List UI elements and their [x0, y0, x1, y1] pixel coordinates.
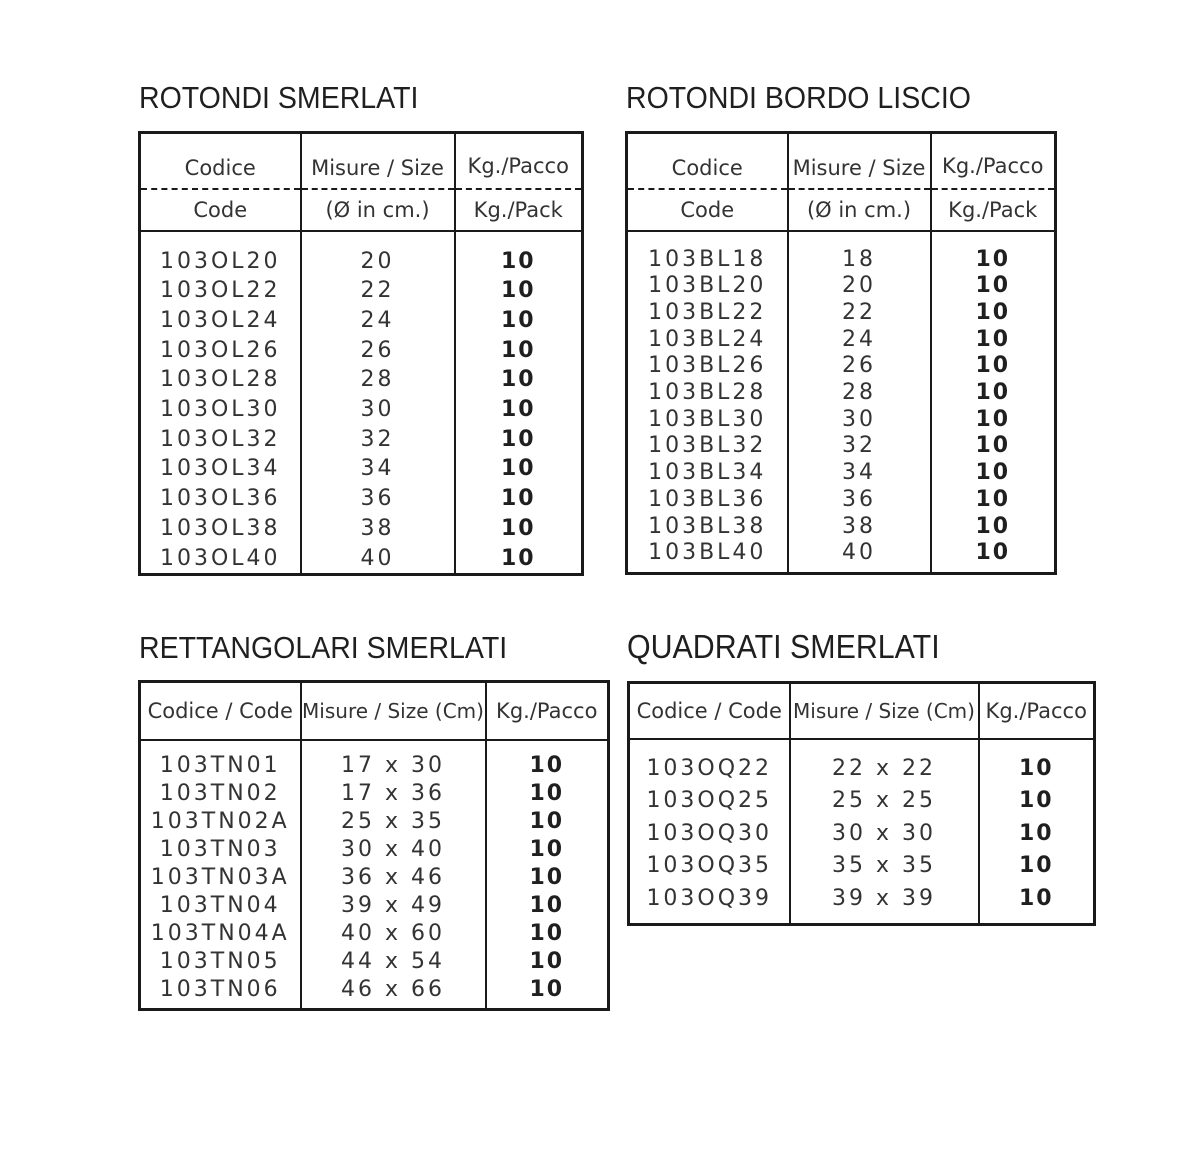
- qty-list: [932, 247, 1055, 567]
- table-row-qty: 10: [529, 920, 565, 946]
- table-row-code: 103OL26: [159, 337, 281, 363]
- table-row-code: 103OL30: [159, 397, 281, 423]
- table-row-qty: 10: [529, 976, 565, 1002]
- table-row-code: 103OQ25: [646, 788, 773, 814]
- table-row-size: 32: [360, 426, 395, 452]
- table-row-size: 32: [842, 433, 876, 459]
- section-rotondi-smerlati: [139, 80, 443, 116]
- table-row-code: 103BL36: [648, 486, 767, 512]
- table-row-size: 20: [842, 273, 876, 299]
- header-code: Codice / Code: [140, 682, 301, 740]
- table-row-code: 103BL38: [648, 513, 767, 539]
- table-row-code: 103BL40: [648, 540, 767, 566]
- table-row-code: 103OQ35: [646, 853, 773, 879]
- table-row-size: 22: [842, 299, 876, 325]
- table-row-code: 103OQ30: [646, 820, 773, 846]
- size-column: [788, 231, 931, 574]
- table-row-code: 103TN05: [159, 948, 281, 974]
- table-row-qty: 10: [1018, 820, 1054, 846]
- header-qty: Kg./Pacco: [486, 682, 609, 740]
- table-row-size: 44 x 54: [341, 948, 445, 974]
- header-size-it: Misure / Size: [301, 133, 455, 189]
- section-title: ROTONDI BORDO LISCIO: [626, 80, 971, 115]
- section-title: RETTANGOLARI SMERLATI: [139, 630, 508, 665]
- header-code-en: Code: [140, 189, 301, 231]
- section-title: ROTONDI SMERLATI: [139, 80, 419, 115]
- table-row-qty: 10: [500, 367, 536, 393]
- table-row-code: 103BL20: [648, 273, 767, 299]
- table-row-qty: 10: [975, 326, 1011, 352]
- table-row-code: 103OL36: [159, 486, 281, 512]
- header-code-en: Code: [627, 189, 788, 231]
- table-row-code: 103OL28: [159, 367, 281, 393]
- table-row-size: 34: [360, 456, 395, 482]
- header-size-en: (Ø in cm.): [788, 189, 931, 231]
- table-row-qty: 10: [500, 545, 536, 571]
- table-row-size: 28: [842, 380, 876, 406]
- table-row-qty: 10: [975, 406, 1011, 432]
- table-row-qty: 10: [975, 433, 1011, 459]
- qty-list: [487, 752, 608, 1004]
- qty-column: [931, 231, 1056, 574]
- header-size-en: (Ø in cm.): [301, 189, 455, 231]
- table-row-qty: 10: [975, 246, 1011, 272]
- table-row-code: 103TN02A: [150, 808, 290, 834]
- table-row-size: 40: [842, 540, 876, 566]
- table-row-qty: 10: [975, 380, 1011, 406]
- qty-column: [979, 739, 1095, 925]
- table-row-size: 39 x 39: [832, 885, 936, 911]
- code-list: [630, 753, 789, 916]
- table-row-size: 36 x 46: [341, 864, 445, 890]
- table-row-qty: 10: [975, 273, 1011, 299]
- table-row-qty: 10: [1018, 885, 1054, 911]
- table-row-qty: 10: [500, 248, 536, 274]
- code-list: [628, 247, 787, 567]
- table-row-size: 18: [842, 246, 876, 272]
- header-size: Misure / Size (Cm): [301, 682, 486, 740]
- table-row-qty: 10: [500, 278, 536, 304]
- table-row-size: 36: [842, 486, 876, 512]
- table-rotondi-bordo-liscio: [625, 131, 1057, 575]
- table-row-qty: 10: [529, 864, 565, 890]
- table-row-size: 26: [360, 337, 395, 363]
- table-row-qty: 10: [529, 808, 565, 834]
- size-list: [302, 752, 485, 1004]
- table-row-code: 103OL32: [159, 426, 281, 452]
- table-row-code: 103TN04: [159, 892, 281, 918]
- table-row-size: 36: [360, 486, 395, 512]
- table-row-size: 28: [360, 367, 395, 393]
- table-row-size: 26: [842, 353, 876, 379]
- qty-list: [456, 247, 582, 574]
- size-list: [791, 753, 978, 916]
- size-list: [789, 247, 930, 567]
- table-rotondi-smerlati: [138, 131, 584, 576]
- header-qty-it: Kg./Pacco: [931, 133, 1056, 189]
- table-row-code: 103BL28: [648, 380, 767, 406]
- table-row-size: 30 x 30: [832, 820, 936, 846]
- table-row-size: 17 x 36: [341, 780, 445, 806]
- table-row-qty: 10: [1018, 788, 1054, 814]
- table-row-code: 103BL32: [648, 433, 767, 459]
- table-row-size: 24: [842, 326, 876, 352]
- header-code: Codice / Code: [629, 683, 790, 739]
- table-row-size: 35 x 35: [832, 853, 936, 879]
- table-row-qty: 10: [500, 456, 536, 482]
- table-row-code: 103BL30: [648, 406, 767, 432]
- table-row-code: 103BL22: [648, 299, 767, 325]
- size-column: [790, 739, 979, 925]
- table-row-qty: 10: [975, 486, 1011, 512]
- table-row-size: 40: [360, 545, 395, 571]
- table-row-code: 103OL24: [159, 307, 281, 333]
- code-column: [627, 231, 788, 574]
- table-row-code: 103TN06: [159, 976, 281, 1002]
- header-size: Misure / Size (Cm): [790, 683, 979, 739]
- size-column: [301, 231, 455, 575]
- section-rettangolari-smerlati: [139, 630, 539, 666]
- table-row-code: 103OQ39: [646, 885, 773, 911]
- table-row-qty: 10: [975, 513, 1011, 539]
- table-row-qty: 10: [1018, 755, 1054, 781]
- table-row-size: 40 x 60: [341, 920, 445, 946]
- header-qty-en: Kg./Pack: [455, 189, 583, 231]
- table-row-qty: 10: [975, 460, 1011, 486]
- qty-column: [455, 231, 583, 575]
- table-row-qty: 10: [529, 892, 565, 918]
- table-row-qty: 10: [500, 426, 536, 452]
- table-row-qty: 10: [1018, 853, 1054, 879]
- table-row-code: 103TN02: [159, 780, 281, 806]
- table-row-code: 103OQ22: [646, 755, 773, 781]
- table-row-size: 30 x 40: [341, 836, 445, 862]
- table-row-qty: 10: [529, 780, 565, 806]
- table-row-qty: 10: [975, 540, 1011, 566]
- table-row-size: 20: [360, 248, 395, 274]
- table-row-code: 103BL18: [648, 246, 767, 272]
- table-row-qty: 10: [529, 948, 565, 974]
- code-list: [141, 247, 300, 574]
- section-quadrati-smerlati: [627, 628, 967, 666]
- table-row-qty: 10: [529, 752, 565, 778]
- qty-list: [980, 753, 1094, 916]
- table-row-qty: 10: [500, 515, 536, 541]
- size-column: [301, 740, 486, 1010]
- header-size-it: Misure / Size: [788, 133, 931, 189]
- table-row-code: 103BL24: [648, 326, 767, 352]
- header-code-it: Codice: [140, 133, 301, 189]
- header-code-it: Codice: [627, 133, 788, 189]
- table-row-code: 103OL34: [159, 456, 281, 482]
- table-row-qty: 10: [975, 299, 1011, 325]
- table-row-code: 103TN01: [159, 752, 281, 778]
- table-row-code: 103TN03: [159, 836, 281, 862]
- header-qty-it: Kg./Pacco: [455, 133, 583, 189]
- code-column: [629, 739, 790, 925]
- code-column: [140, 740, 301, 1010]
- code-column: [140, 231, 301, 575]
- section-title: QUADRATI SMERLATI: [627, 628, 940, 665]
- table-row-qty: 10: [975, 353, 1011, 379]
- table-row-code: 103TN03A: [150, 864, 290, 890]
- header-qty: Kg./Pacco: [979, 683, 1095, 739]
- qty-column: [486, 740, 609, 1010]
- table-row-size: 25 x 35: [341, 808, 445, 834]
- table-row-size: 39 x 49: [341, 892, 445, 918]
- table-row-qty: 10: [500, 397, 536, 423]
- table-row-size: 22 x 22: [832, 755, 936, 781]
- table-row-qty: 10: [500, 337, 536, 363]
- table-row-code: 103BL34: [648, 460, 767, 486]
- table-row-size: 24: [360, 307, 395, 333]
- table-rettangolari-smerlati: [138, 680, 610, 1011]
- table-row-code: 103BL26: [648, 353, 767, 379]
- table-row-size: 17 x 30: [341, 752, 445, 778]
- table-row-code: 103OL38: [159, 515, 281, 541]
- table-row-size: 30: [842, 406, 876, 432]
- table-row-size: 22: [360, 278, 395, 304]
- table-row-size: 30: [360, 397, 395, 423]
- table-row-qty: 10: [500, 486, 536, 512]
- code-list: [141, 752, 300, 1004]
- table-row-size: 25 x 25: [832, 788, 936, 814]
- table-row-qty: 10: [529, 836, 565, 862]
- table-row-size: 34: [842, 460, 876, 486]
- table-row-code: 103OL40: [159, 545, 281, 571]
- table-row-size: 38: [360, 515, 395, 541]
- table-quadrati-smerlati: [627, 681, 1096, 926]
- size-list: [302, 247, 454, 574]
- table-row-size: 38: [842, 513, 876, 539]
- table-row-size: 46 x 66: [341, 976, 445, 1002]
- table-row-code: 103OL20: [159, 248, 281, 274]
- header-qty-en: Kg./Pack: [931, 189, 1056, 231]
- table-row-code: 103TN04A: [150, 920, 290, 946]
- table-row-code: 103OL22: [159, 278, 281, 304]
- section-rotondi-bordo-liscio: [626, 80, 1001, 116]
- table-row-qty: 10: [500, 307, 536, 333]
